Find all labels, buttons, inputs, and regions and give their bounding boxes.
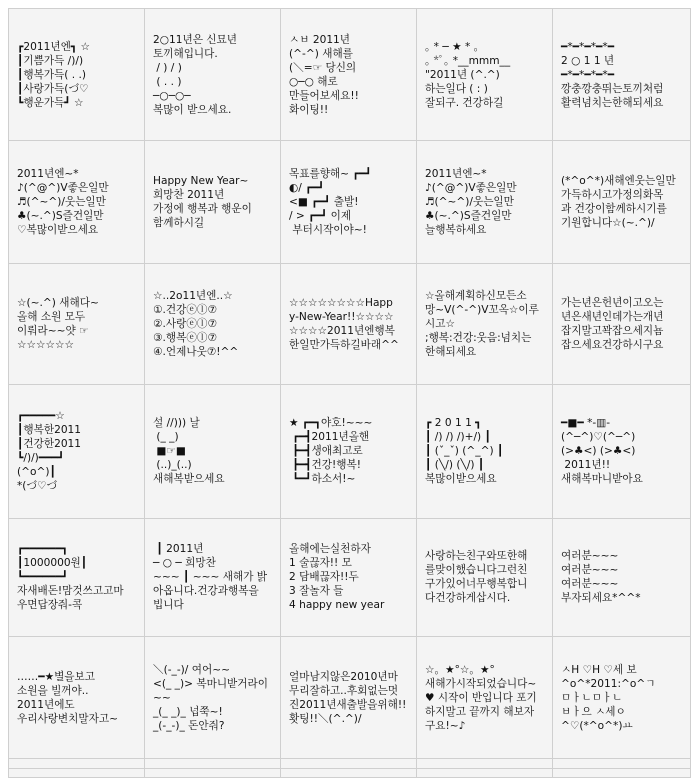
message-cell[interactable]: ㅅH ♡H ♡세 보 ^o^*2011:^o^ㄱ ㅁㅏㄴㅁㅏㄴ ㅂㅏ으 ㅅ세ㅇ ^♡(*^o^*)ㅛ [553, 637, 691, 759]
empty-cell [145, 768, 281, 777]
message-cell[interactable]: ┏2011년엔┓ ☆ ┃기쁨가득 /)/) ┃행복가득( . .) ┃사랑가득(づ♡ ┗행운가득┛ ☆ [9, 9, 145, 141]
empty-cell [281, 759, 417, 768]
message-cell[interactable]: ☆。★°☆。★° 새해가시작되었습니다~ ♥ 시작이 반입니다 포기 하지말고 끝까지 해보자 구요!~♪ [417, 637, 553, 759]
message-cell[interactable]: ┏ 2 0 1 1 ┓ ┃ /) /) /)+/) ┃ ┃ (ˇ_ˇ) (^_^) ┃ ┃ (╲/) (╲/) ┃ 복많이받으세요 [417, 385, 553, 518]
message-cell[interactable]: 사랑하는친구와또한해 를맞이했습니다그런친 구가있어너무행복합니 다건강하게삽시다. [417, 518, 553, 637]
message-cell[interactable]: 2011년엔~* ♪(^@^)V좋은일만 ♬(^~^)/웃는일만 ♣(~.^)S즐건일만 늘행복하세요 [417, 141, 553, 264]
empty-cell [145, 759, 281, 768]
message-cell[interactable]: ┏━━━━━☆ ┃행복한2011 ┃건강한2011 ┗/)/)━━━┛ (^o^)┃ *(づ♡づ [9, 385, 145, 518]
message-cell[interactable]: 가는년은헌년이고오는 년은새년인데가는개년 잡지말고꽉잡으세지뇸 잡으세요건강하시구요 [553, 264, 691, 385]
empty-cell [417, 759, 553, 768]
message-cell[interactable]: ☆..2o11년엔..☆ ①.건강ⓔⓛ⑦ ②.사랑ⓔⓛ⑦ ③.행복ⓔⓛ⑦ ④.언제나웃⑦!^^ [145, 264, 281, 385]
message-cell[interactable]: ┃ 2011년 ─ ○ ─ 희망찬 ~~~ ┃ ~~~ 새해가 밝 아옵니다.건강과행복을 빕니다 [145, 518, 281, 637]
message-cell[interactable]: (*^o^*)새해엔웃는일만 가득하시고가정의화목 과 건강이함께하시기를 기원합니다☆(~.^)/ [553, 141, 691, 264]
empty-cell [417, 768, 553, 777]
empty-cell [553, 768, 691, 777]
message-cell[interactable]: 2○11년은 신묘년 토끼해입니다. / ) / ) ( . . ) ─○─○─ 복많이 받으세요. [145, 9, 281, 141]
message-cell[interactable]: ｡ * ─ ★ * ｡ ｡ *ﾟ｡ *__mmm__ "2011년 (^.^) 하는일다 ( : ) 잘되구. 건강하길 [417, 9, 553, 141]
message-cell[interactable]: ㅅㅂ 2011년 (^-^) 새해를 (＼=☞ 당신의 ○─○ 해로 만들어보세요!! 화이팅!! [281, 9, 417, 141]
message-cell[interactable]: ┏━━━━━━┓ ┃1000000원┃ ┗━━━━━━┛ 자새배돈!맘것쓰고고마 우면답장줘-콕 [9, 518, 145, 637]
message-cell[interactable]: 올해에는실천하자 1 술끊자!! 모 2 담배끊자!!두 3 잘놀자 들 4 happy new year [281, 518, 417, 637]
message-cell[interactable]: 목표를향해~ ┏━┛ ◐/ ┏━┛ <■ ┏━┛ 출발! / > ┏━┛ 이제 부터시작이야~! [281, 141, 417, 264]
message-cell[interactable]: 얼마남지않은2010년마 무리잘하고..후회없는멋 진2011년새출발을위해!! 홧팅!!＼(^.^)/ [281, 637, 417, 759]
message-cell[interactable]: ━*━*━*━*━ 2 ○ 1 1 년 ━*━*━*━*━ 깡충깡충뛰는토끼처럼 활력넘치는한해되세요 [553, 9, 691, 141]
empty-cell [9, 759, 145, 768]
empty-cell [553, 759, 691, 768]
message-cell[interactable]: ☆올해계획하신모든소 망~V(^-^)V꼬옥☆이루 시고☆ ;행복:건강:웃음:넘치는 한해되세요 [417, 264, 553, 385]
message-cell[interactable]: ☆☆☆☆☆☆☆☆Happ y-New-Year!!☆☆☆☆ ☆☆☆☆2011년엔행복 한일만가득하길바래^^ [281, 264, 417, 385]
message-cell[interactable]: 설 //))) 날 (_ _) ■☞■ (..)_(..) 새해복받으세요 [145, 385, 281, 518]
empty-cell [9, 768, 145, 777]
message-cell[interactable]: ＼(-_-)/ 여어~~ <(_ _)> 복마니받거라이 ~~ _(_ _)_ 넙쭉~! _(-_-)_ 돈안줘? [145, 637, 281, 759]
message-cell[interactable]: Happy New Year~ 희망찬 2011년 가정에 행복과 행운이 함께하시길 [145, 141, 281, 264]
emoticon-message-grid [8, 8, 691, 778]
message-cell[interactable]: ━■━ *-▥- (^─^)♡(^─^) (>♣<) (>♣<) 2011년!! 새해복마니받아요 [553, 385, 691, 518]
message-cell[interactable]: ☆(~.^) 새해다~ 올해 소원 모두 이뤄라~~얏 ☞ ☆☆☆☆☆☆ [9, 264, 145, 385]
message-cell[interactable]: ★ ┏━┓야호!~~~ ┏━┫2011년올핸 ┣━┫생애최고로 ┣━┫건강!행복! ┗━┛하소서!~ [281, 385, 417, 518]
message-cell[interactable]: 2011년엔~* ♪(^@^)V좋은일만 ♬(^~^)/웃는일만 ♣(~.^)S즐건일만 ♡복많이받으세요 [9, 141, 145, 264]
message-cell[interactable]: 여러분~~~ 여러분~~~ 여러분~~~ 부자되세요*^^* [553, 518, 691, 637]
empty-cell [281, 768, 417, 777]
message-cell[interactable]: ……━★별을보고 소원을 빌꺼야.. 2011년에도 우리사랑변치말자고~ [9, 637, 145, 759]
